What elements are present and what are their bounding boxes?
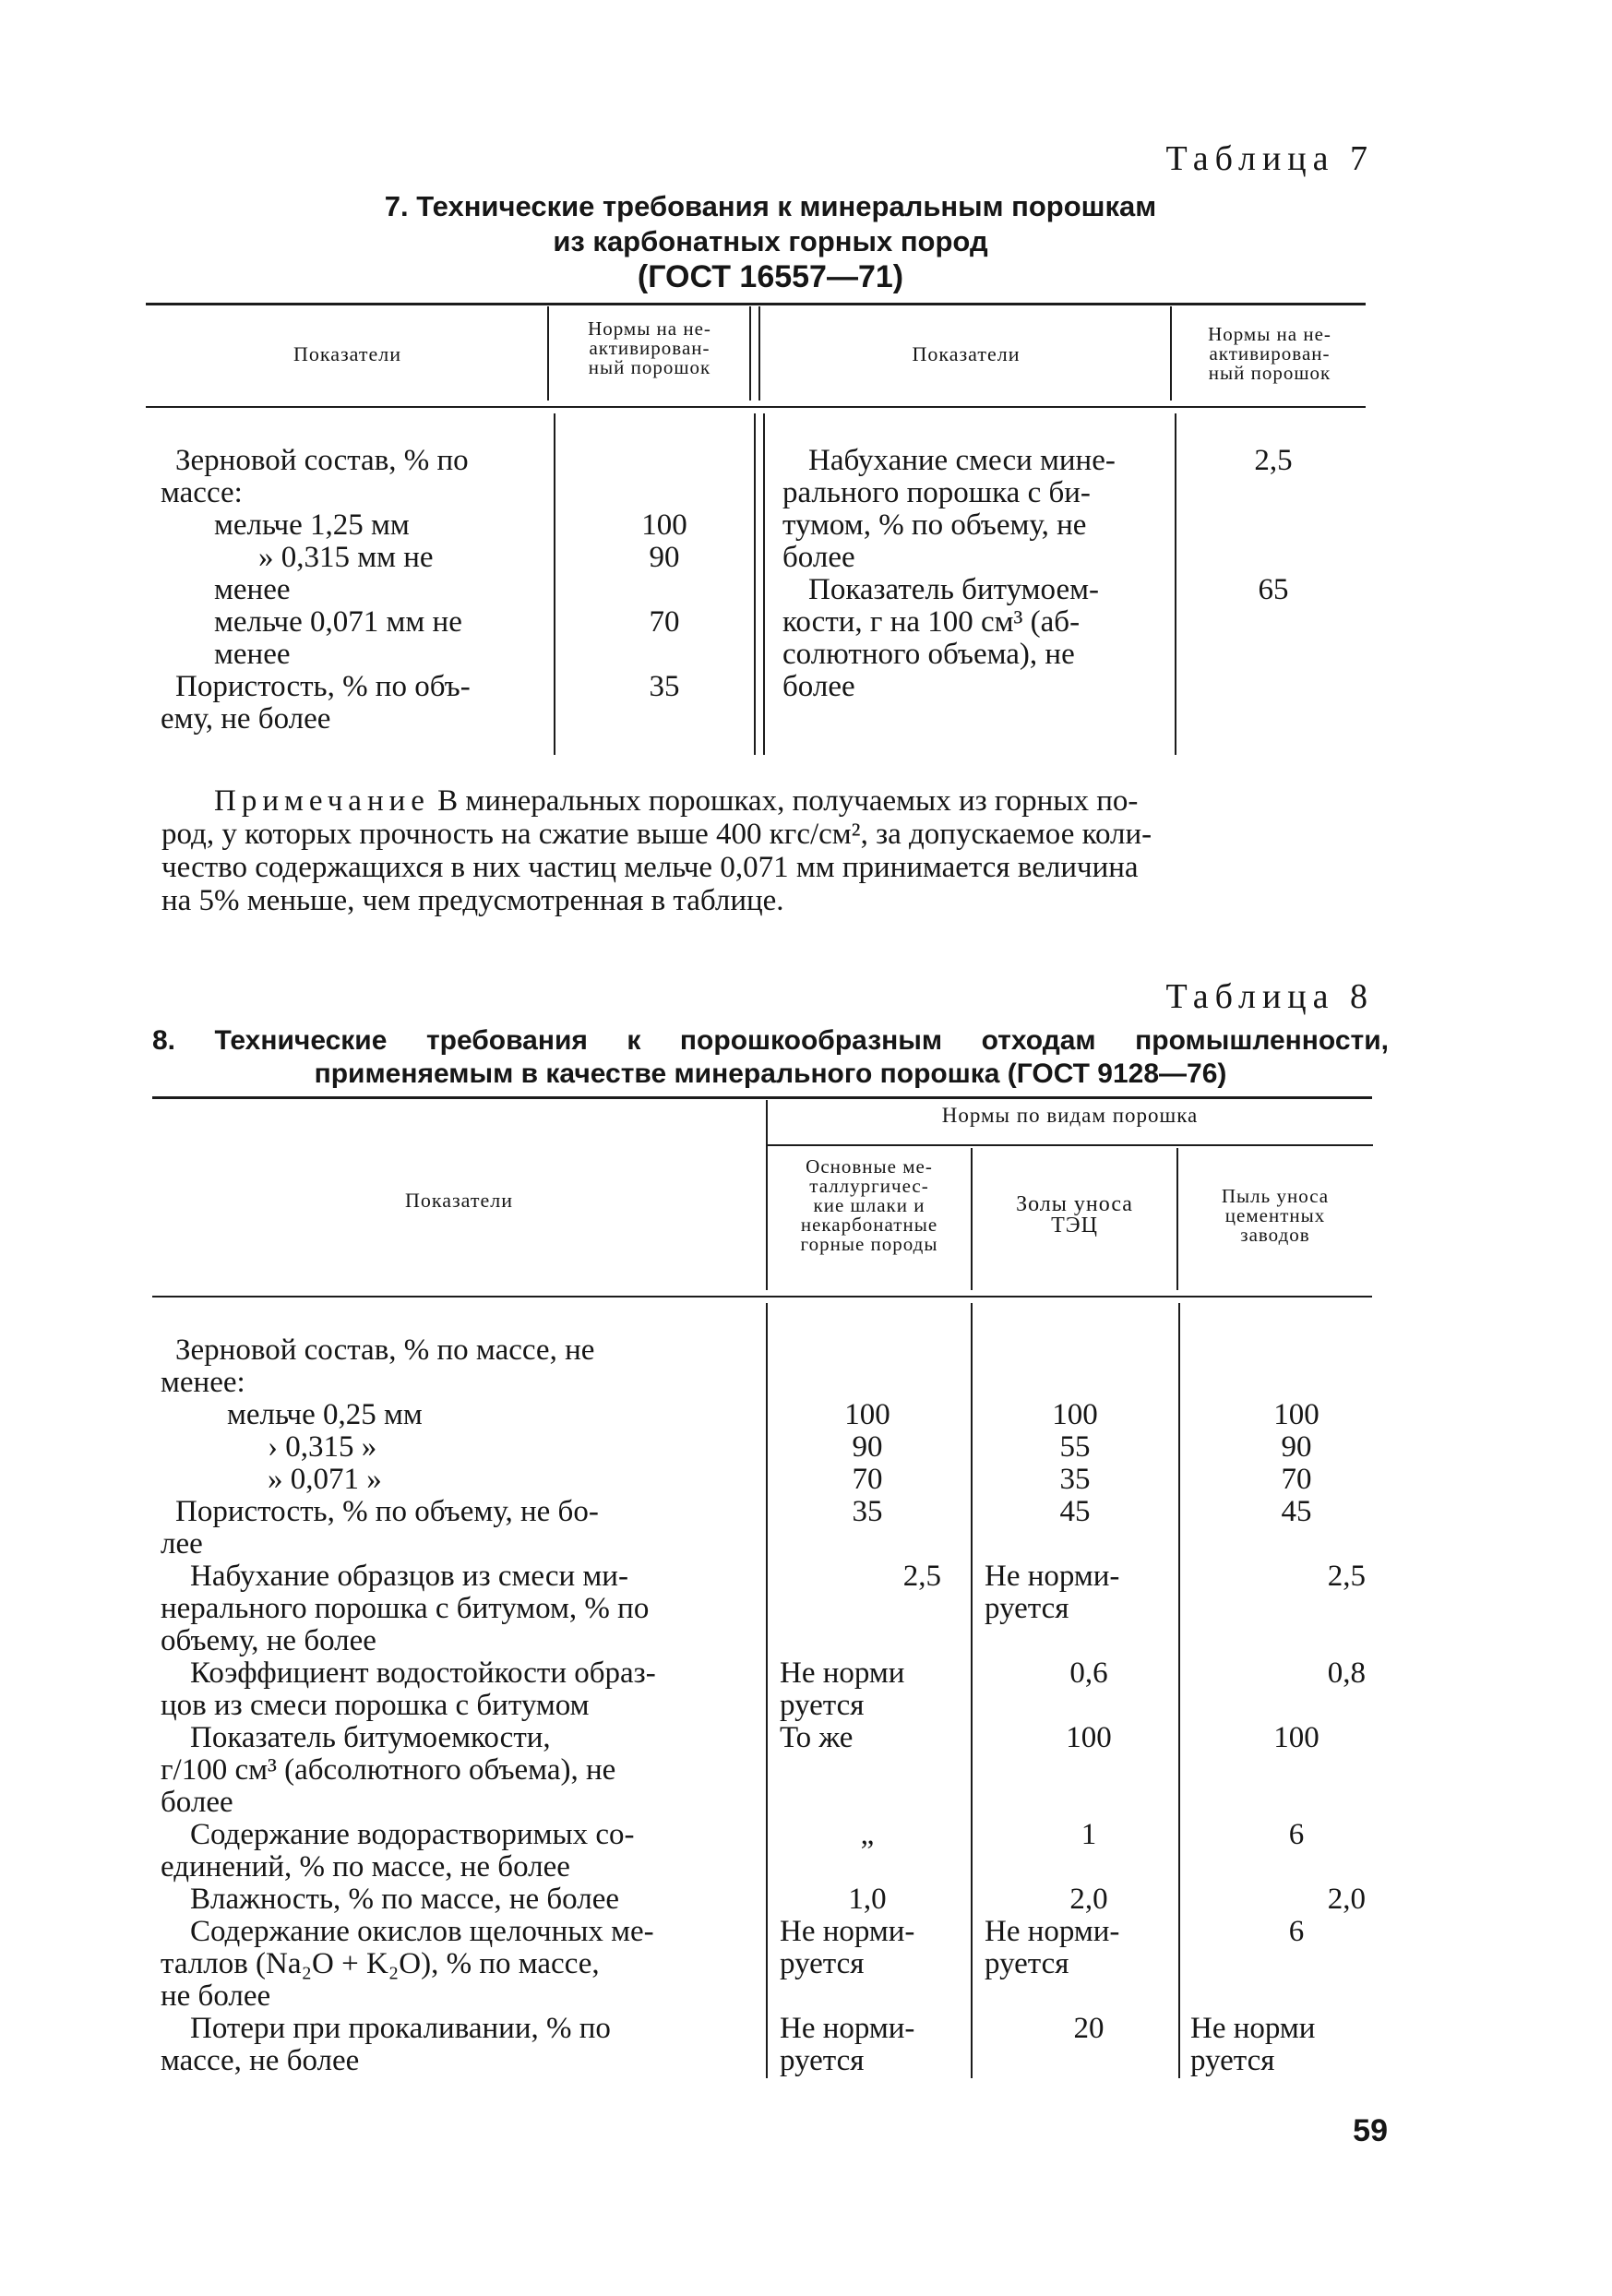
table7-vline-4 xyxy=(1175,413,1176,755)
t8-col2-soluble: 1 xyxy=(1081,1818,1097,1851)
t8-grain-1: Зерновой состав, % по массе, не xyxy=(175,1333,595,1367)
t8-col2-water: 0,6 xyxy=(1069,1656,1108,1690)
t8-col1-swelling: 2,5 xyxy=(902,1560,941,1593)
table7-left-values xyxy=(591,509,738,703)
table7-note: Примечание В минеральных порошках, получаемых из горных по- род, у которых прочность на сжатие выше 400 кгс/см², за допускаемое коли- чество содержащихся в них частиц мельче 0,071 мм принимается величина на 5% меньше, чем предусмотренная в таблице. xyxy=(161,784,1152,917)
table7-header-norms-right: Нормы на не- активирован- ный порошок xyxy=(1208,323,1331,384)
t8-finer-0315: › 0,315 » xyxy=(268,1430,377,1464)
table8-vline-2 xyxy=(971,1303,973,2078)
table7-vline-1h xyxy=(547,306,549,401)
table8-header-col3: Пыль уноса цементных заводов xyxy=(1221,1185,1330,1246)
t7-swelling-4: более xyxy=(782,541,855,574)
t8-swelling-1: Набухание образцов из смеси ми- xyxy=(190,1560,628,1593)
t8-col2-swelling: Не норми- руется xyxy=(985,1560,1120,1625)
table8-header-rule xyxy=(152,1296,1372,1297)
t8-finer-0071: » 0,071 » xyxy=(268,1463,382,1496)
t7-porosity-1: Пористость, % по объ- xyxy=(175,670,471,703)
table7-title-line3: (ГОСТ 16557—71) xyxy=(637,259,904,294)
table7-vline-2h xyxy=(749,306,751,401)
table7-header-rule xyxy=(146,406,1366,408)
t8-col2-grain-values: 100 55 35 45 xyxy=(1052,1398,1098,1528)
table8-vline-1 xyxy=(766,1303,768,2078)
note-label: Примечание xyxy=(214,784,430,818)
table7-right-indicators xyxy=(782,445,1116,703)
t8-col1-grain-values: 100 90 70 35 xyxy=(844,1398,890,1528)
t8-col2-oxides: Не норми- руется xyxy=(985,1915,1120,1980)
t7-finer-0071-1: мельче 0,071 мм не xyxy=(214,605,462,639)
t8-col1-oxides: Не норми- руется xyxy=(780,1915,915,1980)
t7-bitumen-3: солютного объема), не xyxy=(782,638,1075,671)
table8-label: Таблица 8 xyxy=(1165,977,1374,1016)
table8-vline-3 xyxy=(1178,1303,1180,2078)
t7-bitumen-1: Показатель битумоем- xyxy=(808,573,1099,606)
t7-finer-0071-2: менее xyxy=(214,638,291,671)
table7-left-indicators xyxy=(161,444,471,735)
t8-bitumen-3: более xyxy=(161,1786,233,1819)
table7-vline-3h xyxy=(758,306,760,401)
t7-bitumen-4: более xyxy=(782,670,855,703)
t8-col3-moisture: 2,0 xyxy=(1327,1883,1366,1916)
t8-col3-soluble: 6 xyxy=(1288,1818,1305,1851)
page-number: 59 xyxy=(1353,2113,1388,2148)
table7-header-indicators-right: Показатели xyxy=(912,342,1021,365)
t8-grain-2: менее: xyxy=(161,1366,245,1399)
table7-header-indicators-left: Показатели xyxy=(293,342,402,365)
table7-vline-4h xyxy=(1170,306,1172,401)
table7-title xyxy=(185,189,1356,294)
t8-col3-swelling: 2,5 xyxy=(1327,1560,1366,1593)
table7-vline-2 xyxy=(754,413,756,755)
t7-swelling-2: рального порошка с би- xyxy=(782,476,1091,509)
t8-water-1: Коэффициент водостойкости образ- xyxy=(190,1656,656,1690)
t8-porosity-1: Пористость, % по объему, не бо- xyxy=(175,1495,599,1528)
t7-swelling-3: тумом, % по объему, не xyxy=(782,508,1087,542)
t8-porosity-2: лее xyxy=(161,1527,203,1561)
t8-soluble-1: Содержание водорастворимых со- xyxy=(190,1818,635,1851)
table8-header-col1: Основные ме- таллургичес- кие шлаки и некарбонатные горные породы xyxy=(800,1155,938,1255)
t8-col1-water: Не норми руется xyxy=(780,1656,905,1722)
t7-val-porosity: 35 xyxy=(649,670,680,703)
t7-grain-1: Зерновой состав, % по xyxy=(175,444,469,477)
table7-header-norms-left: Нормы на не- активирован- ный порошок xyxy=(588,317,711,378)
t8-soluble-2: единений, % по массе, не более xyxy=(161,1850,570,1883)
table7-title-line1: 7. Технические требования к минеральным порошкам xyxy=(384,190,1157,222)
t7-val-finer-0315: 90 xyxy=(649,541,680,574)
t8-moisture: Влажность, % по массе, не более xyxy=(190,1883,619,1916)
t8-col3-bitumen: 100 xyxy=(1273,1721,1319,1754)
t7-finer-125: мельче 1,25 мм xyxy=(214,508,410,542)
t8-ignition-2: массе, не более xyxy=(161,2044,360,2077)
t8-col2-moisture: 2,0 xyxy=(1069,1883,1108,1916)
t8-bitumen-1: Показатель битумоемкости, xyxy=(190,1721,551,1754)
t8-oxides-1: Содержание окислов щелочных ме- xyxy=(190,1915,654,1948)
table8-title-line2: применяемым в качестве минерального порошка (ГОСТ 9128—76) xyxy=(314,1058,1227,1089)
t7-finer-0315-1: » 0,315 мм не xyxy=(258,541,434,574)
t8-col1-ignition: Не норми- руется xyxy=(780,2012,915,2077)
t8-ignition-1: Потери при прокаливании, % по xyxy=(190,2012,611,2045)
t7-swelling-1: Набухание смеси мине- xyxy=(808,444,1116,477)
t8-col2-bitumen: 100 xyxy=(1066,1721,1112,1754)
t8-swelling-3: объему, не более xyxy=(161,1624,376,1657)
t8-oxides-2: таллов (Na₂O + K₂O), % по массе, xyxy=(161,1947,600,1980)
table8-header-col2: Золы уноса ТЭЦ xyxy=(1016,1192,1133,1238)
t8-col3-ignition: Не норми руется xyxy=(1190,2012,1316,2077)
t8-col3-oxides: 6 xyxy=(1288,1915,1305,1948)
table8-title-line1: 8. Технические требования к порошкообразным отходам промышленности, xyxy=(152,1025,1389,1056)
table8-subheader-rule xyxy=(766,1144,1373,1146)
t8-finer-025: мельче 0,25 мм xyxy=(227,1398,423,1431)
t8-col1-moisture: 1,0 xyxy=(848,1883,887,1916)
t8-col2-ignition: 20 xyxy=(1073,2012,1105,2045)
t7-grain-2: массе: xyxy=(161,476,243,509)
table7-top-rule xyxy=(146,303,1366,305)
table7-title-line2: из карбонатных горных пород xyxy=(553,225,988,257)
table7-vline-1 xyxy=(554,413,555,755)
t8-col3-water: 0,8 xyxy=(1327,1656,1366,1690)
table8-title xyxy=(152,1024,1389,1091)
t7-val-bitumen: 65 xyxy=(1258,573,1289,606)
t8-col1-soluble: „ xyxy=(860,1818,875,1851)
table8-header-indicators: Показатели xyxy=(404,1189,514,1212)
t8-col1-bitumen: То же xyxy=(780,1721,854,1754)
table8-top-rule xyxy=(152,1096,1372,1099)
t7-val-swelling: 2,5 xyxy=(1254,444,1293,477)
table7-vline-3 xyxy=(763,413,765,755)
table7-label: Таблица 7 xyxy=(1165,139,1374,178)
t8-water-2: цов из смеси порошка с битумом xyxy=(161,1689,590,1722)
t7-bitumen-2: кости, г на 100 см³ (аб- xyxy=(782,605,1081,639)
t8-oxides-3: не более xyxy=(161,1979,271,2013)
table8-indicators xyxy=(161,1333,656,2077)
t7-val-finer-0071: 70 xyxy=(649,605,680,639)
t7-porosity-2: ему, не более xyxy=(161,702,331,735)
t8-col3-grain-values: 100 90 70 45 xyxy=(1273,1398,1319,1528)
t7-finer-0315-2: менее xyxy=(214,573,291,606)
table8-header-norms-by-type: Нормы по видам порошка xyxy=(941,1104,1199,1127)
t7-val-finer-125: 100 xyxy=(641,508,687,542)
t8-bitumen-2: г/100 см³ (абсолютного объема), не xyxy=(161,1753,616,1787)
t8-swelling-2: нерального порошка с битумом, % по xyxy=(161,1592,650,1625)
